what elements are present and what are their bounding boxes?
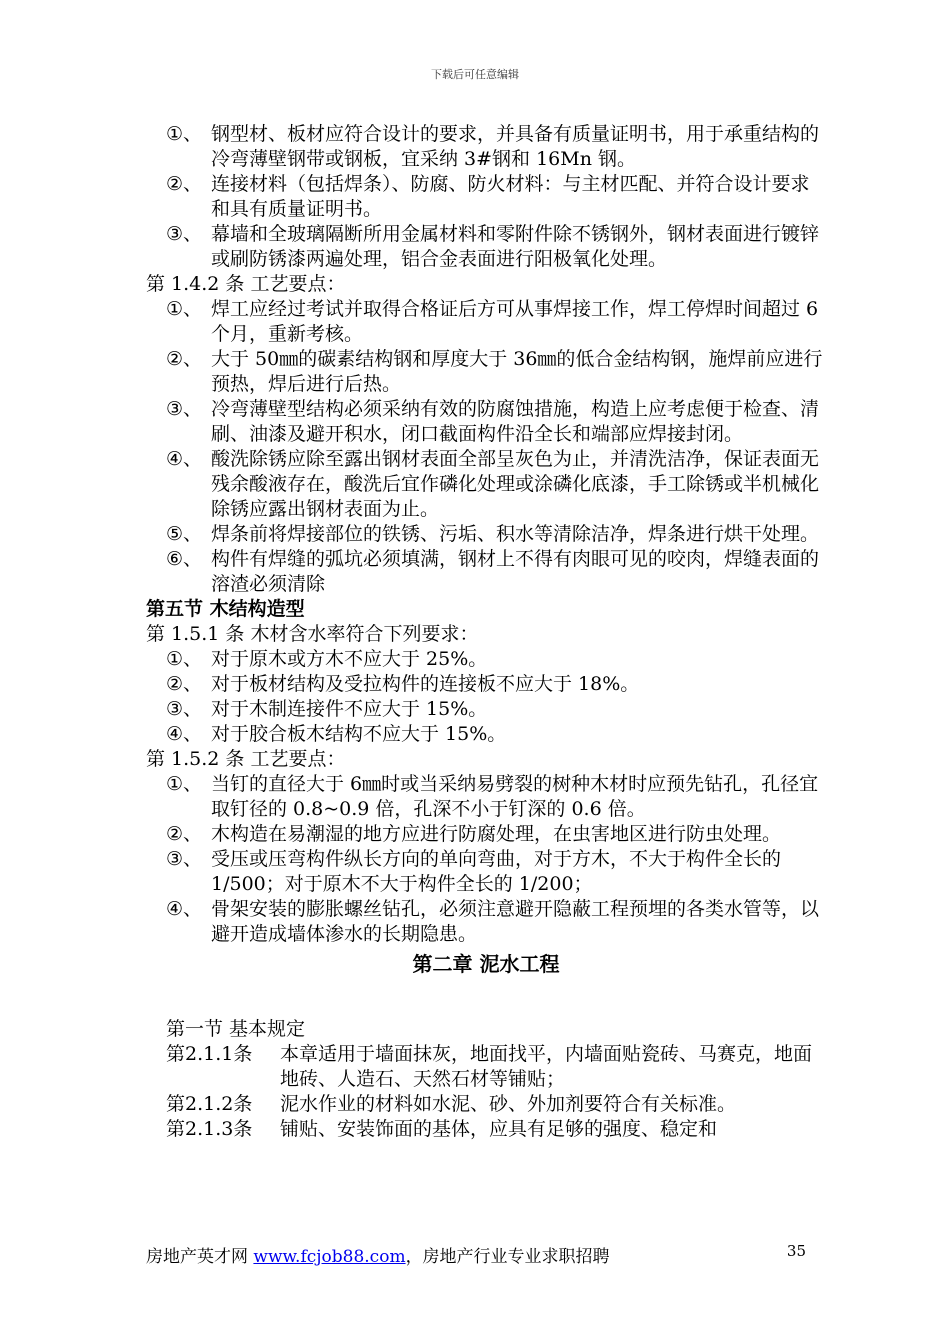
list-item-text: 钢型材、板材应符合设计的要求，并具备有质量证明书，用于承重结构的冷弯薄壁钢带或钢板，宜采纳 3#钢和 16Mn 钢。 [211,123,820,170]
list-item-text: 连接材料（包括焊条）、防腐、防火材料：与主材匹配、并符合设计要求和具有质量证明书。 [211,173,810,220]
list-item [146,447,826,522]
list-block-1 [146,122,826,272]
list-item [146,397,826,447]
list-block-4 [146,772,826,947]
list-item-text: 焊条前将焊接部位的铁锈、污垢、积水等清除洁净，焊条进行烘干处理。 [211,523,820,545]
list-item [146,122,826,172]
document-body [146,122,826,1142]
clause-item [146,1042,826,1092]
page-footer [146,1242,806,1267]
list-item-number: ④、 [166,448,203,470]
list-item-number: ④、 [166,723,203,745]
clause-text: 铺贴、安装饰面的基体，应具有足够的强度、稳定和 [280,1118,718,1140]
footer-link[interactable]: www.fcjob88.com [253,1247,406,1267]
chapter-2-heading: 第二章 泥水工程 [412,952,560,976]
list-item [146,847,826,897]
list-block-3 [146,647,826,747]
clause-number: 第2.1.1条 [166,1043,253,1065]
list-item-number: ②、 [166,673,203,695]
list-item [146,172,826,222]
list-item [146,697,826,722]
footer-prefix: 房地产英才网 [146,1247,254,1267]
list-item-number: ①、 [166,648,203,670]
list-item-text: 对于原木或方木不应大于 25%。 [211,648,488,670]
list-item [146,672,826,697]
list-item-text: 骨架安装的膨胀螺丝钻孔，必须注意避开隐蔽工程预埋的各类水管等，以避开造成墙体渗水的长期隐患。 [211,898,820,945]
list-item-number: ②、 [166,348,203,370]
list-item-text: 幕墙和全玻璃隔断所用金属材料和零附件除不锈钢外，钢材表面进行镀锌或刷防锈漆两遍处理，铝合金表面进行阳极氧化处理。 [211,223,820,270]
list-item-text: 木构造在易潮湿的地方应进行防腐处理，在虫害地区进行防虫处理。 [211,823,782,845]
list-item-text: 对于胶合板木结构不应大于 15%。 [211,723,507,745]
list-item-number: ①、 [166,773,203,795]
clause-item [146,1092,826,1117]
list-item-number: ③、 [166,223,203,245]
list-item-text: 大于 50㎜的碳素结构钢和厚度大于 36㎜的低合金结构钢，施焊前应进行预热，焊后进行后热。 [211,348,823,395]
list-item [146,722,826,747]
list-item [146,522,826,547]
list-item-number: ③、 [166,398,203,420]
clause-text: 本章适用于墙面抹灰，地面找平，内墙面贴瓷砖、马赛克，地面地砖、人造石、天然石材等铺贴； [280,1043,813,1090]
article-1-5-2: 第 1.5.2 条 工艺要点： [146,748,346,770]
list-item-text: 冷弯薄壁型结构必须采纳有效的防腐蚀措施，构造上应考虑便于检查、清刷、油漆及避开积水，闭口截面构件沿全长和端部应焊接封闭。 [211,398,820,445]
list-item-text: 对于板材结构及受拉构件的连接板不应大于 18%。 [211,673,640,695]
list-item-text: 酸洗除锈应除至露出钢材表面全部呈灰色为止，并清洗洁净，保证表面无残余酸液存在，酸洗后宜作磷化处理或涂磷化底漆，手工除锈或半机械化除锈应露出钢材表面为止。 [211,448,820,520]
list-item [146,822,826,847]
list-item [146,347,826,397]
list-item-text: 当钉的直径大于 6㎜时或当采纳易劈裂的树种木材时应预先钻孔，孔径宜取钉径的 0.8~0.9 倍，孔深不小于钉深的 0.6 倍。 [211,773,819,820]
footer-suffix: ，房地产行业专业求职招聘 [405,1247,610,1267]
list-item-number: ⑥、 [166,548,203,570]
clause-list [146,1042,826,1142]
page-number: 35 [786,1242,806,1260]
list-item [146,647,826,672]
page-header: 下载后可任意编辑 [431,68,519,81]
clause-number: 第2.1.3条 [166,1118,253,1140]
list-block-2 [146,297,826,597]
clause-number: 第2.1.2条 [166,1093,253,1115]
list-item-text: 焊工应经过考试并取得合格证后方可从事焊接工作，焊工停焊时间超过 6 个月，重新考核。 [211,298,819,345]
article-1-4-2: 第 1.4.2 条 工艺要点： [146,273,346,295]
list-item-text: 对于木制连接件不应大于 15%。 [211,698,488,720]
list-item-number: ⑤、 [166,523,203,545]
clause-item [146,1117,826,1142]
list-item-text: 受压或压弯构件纵长方向的单向弯曲，对于方木，不大于构件全长的 1/500；对于原木不大于构件全长的 1/200； [211,848,782,895]
list-item [146,222,826,272]
list-item [146,297,826,347]
list-item-number: ②、 [166,823,203,845]
list-item [146,547,826,597]
list-item-number: ③、 [166,848,203,870]
list-item-number: ③、 [166,698,203,720]
clause-text: 泥水作业的材料如水泥、砂、外加剂要符合有关标准。 [280,1093,737,1115]
section-5-heading: 第五节 木结构造型 [146,598,305,620]
list-item [146,772,826,822]
list-item [146,897,826,947]
list-item-number: ①、 [166,298,203,320]
list-item-text: 构件有焊缝的弧坑必须填满，钢材上不得有肉眼可见的咬肉，焊缝表面的溶渣必须清除 [211,548,820,595]
section-1-heading: 第一节 基本规定 [166,1018,306,1040]
list-item-number: ②、 [166,173,203,195]
list-item-number: ①、 [166,123,203,145]
list-item-number: ④、 [166,898,203,920]
article-1-5-1: 第 1.5.1 条 木材含水率符合下列要求： [146,623,479,645]
